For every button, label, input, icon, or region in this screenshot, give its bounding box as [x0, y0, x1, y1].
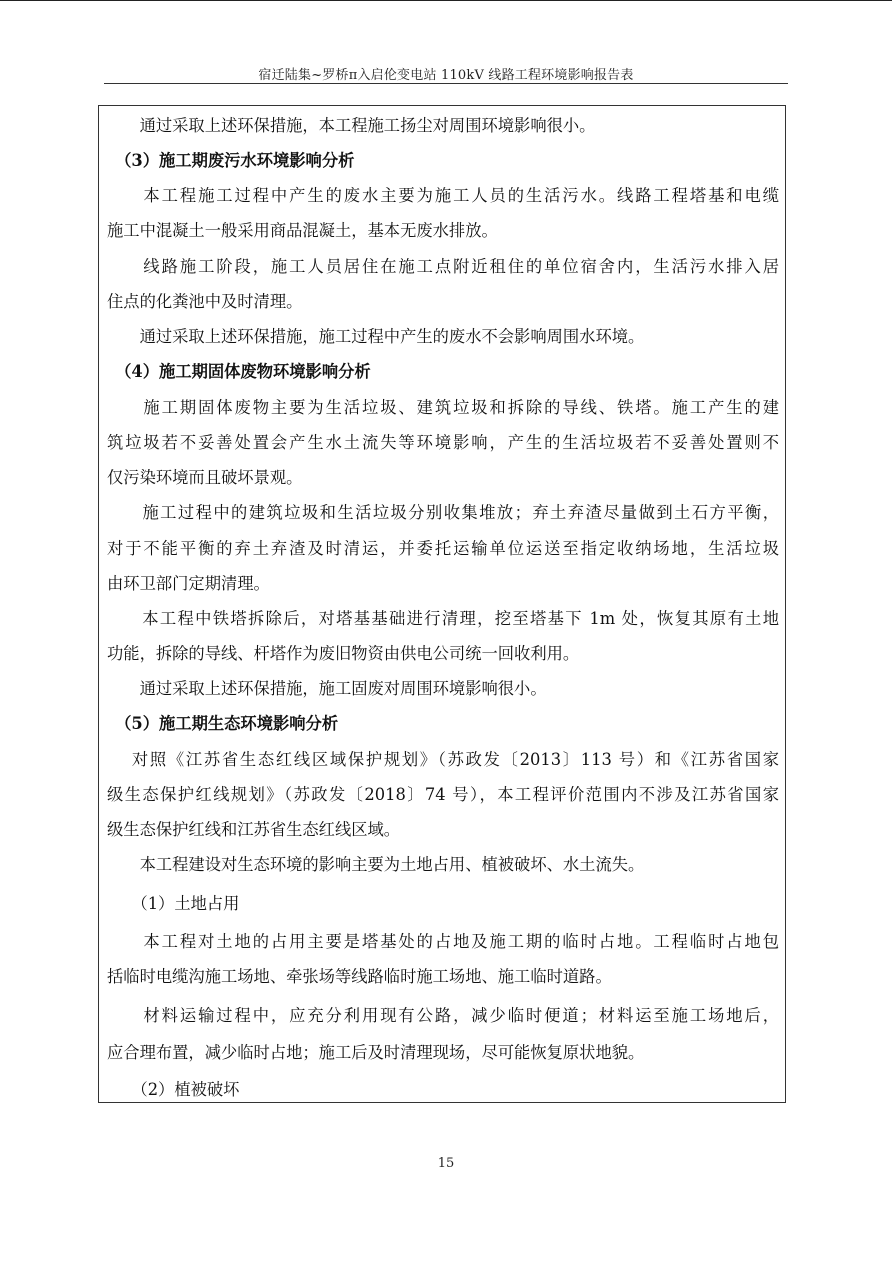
report-header-title: 宿迁陆集~罗桥π入启伦变电站 110kV 线路工程环境影响报告表	[258, 68, 634, 83]
content-frame	[98, 105, 786, 1103]
paragraph-line: 通过采取上述环保措施，施工固废对周围环境影响很小。	[107, 679, 547, 698]
page-number: 15	[437, 1156, 455, 1171]
paragraph-line: 住点的化粪池中及时清理。	[107, 292, 303, 311]
paragraph-line: 本工程对土地的占用主要是塔基处的占地及施工期的临时占地。工程临时占地包	[107, 932, 779, 951]
paragraph-line: 通过采取上述环保措施，施工过程中产生的废水不会影响周围水环境。	[107, 327, 645, 346]
paragraph-line: 施工过程中的建筑垃圾和生活垃圾分别收集堆放；弃土弃渣尽量做到土石方平衡，	[107, 503, 779, 522]
paragraph-line: 对照《江苏省生态红线区域保护规划》（苏政发〔2013〕113 号）和《江苏省国家	[107, 750, 779, 769]
paragraph-line: 本工程中铁塔拆除后，对塔基基础进行清理，挖至塔基下 1m 处，恢复其原有土地	[107, 609, 779, 628]
paragraph-line: 施工中混凝土一般采用商品混凝土，基本无废水排放。	[107, 221, 498, 240]
paragraph-line: 由环卫部门定期清理。	[107, 574, 270, 593]
paragraph-line: 对于不能平衡的弃土弃渣及时清运，并委托运输单位运送至指定收纳场地，生活垃圾	[107, 539, 779, 558]
section-heading-wastewater: （3）施工期废污水环境影响分析	[107, 151, 355, 170]
paragraph-line: 本工程施工过程中产生的废水主要为施工人员的生活污水。线路工程塔基和电缆	[107, 186, 779, 205]
paragraph-line: 功能，拆除的导线、杆塔作为废旧物资由供电公司统一回收利用。	[107, 644, 580, 663]
paragraph-line: 线路施工阶段，施工人员居住在施工点附近租住的单位宿舍内，生活污水排入居	[107, 257, 779, 276]
page-top-border	[0, 0, 892, 1]
paragraph-line: 括临时电缆沟施工场地、牵张场等线路临时施工场地、施工临时道路。	[107, 967, 612, 986]
paragraph-line: 材料运输过程中，应充分利用现有公路，减少临时便道；材料运至施工场地后，	[107, 1006, 779, 1025]
subheading-vegetation: （2）植被破坏	[107, 1080, 240, 1099]
paragraph-line: 施工期固体废物主要为生活垃圾、建筑垃圾和拆除的导线、铁塔。施工产生的建	[107, 398, 779, 417]
subheading-land-use: （1）土地占用	[107, 894, 240, 913]
header-rule	[104, 83, 788, 84]
paragraph-line: 级生态保护红线和江苏省生态红线区域。	[107, 820, 401, 839]
paragraph-line: 仅污染环境而且破坏景观。	[107, 468, 303, 487]
section-heading-solid-waste: （4）施工期固体废物环境影响分析	[107, 362, 371, 381]
paragraph-line: 本工程建设对生态环境的影响主要为土地占用、植被破坏、水土流失。	[107, 855, 645, 874]
paragraph-line: 筑垃圾若不妥善处置会产生水土流失等环境影响，产生的生活垃圾若不妥善处置则不	[107, 433, 779, 452]
paragraph-line: 级生态保护红线规划》（苏政发〔2018〕74 号），本工程评价范围内不涉及江苏省国家	[107, 785, 779, 804]
section-heading-ecology: （5）施工期生态环境影响分析	[107, 714, 339, 733]
paragraph-line: 应合理布置，减少临时占地；施工后及时清理现场，尽可能恢复原状地貌。	[107, 1043, 645, 1062]
paragraph-line: 通过采取上述环保措施，本工程施工扬尘对周围环境影响很小。	[107, 116, 596, 135]
